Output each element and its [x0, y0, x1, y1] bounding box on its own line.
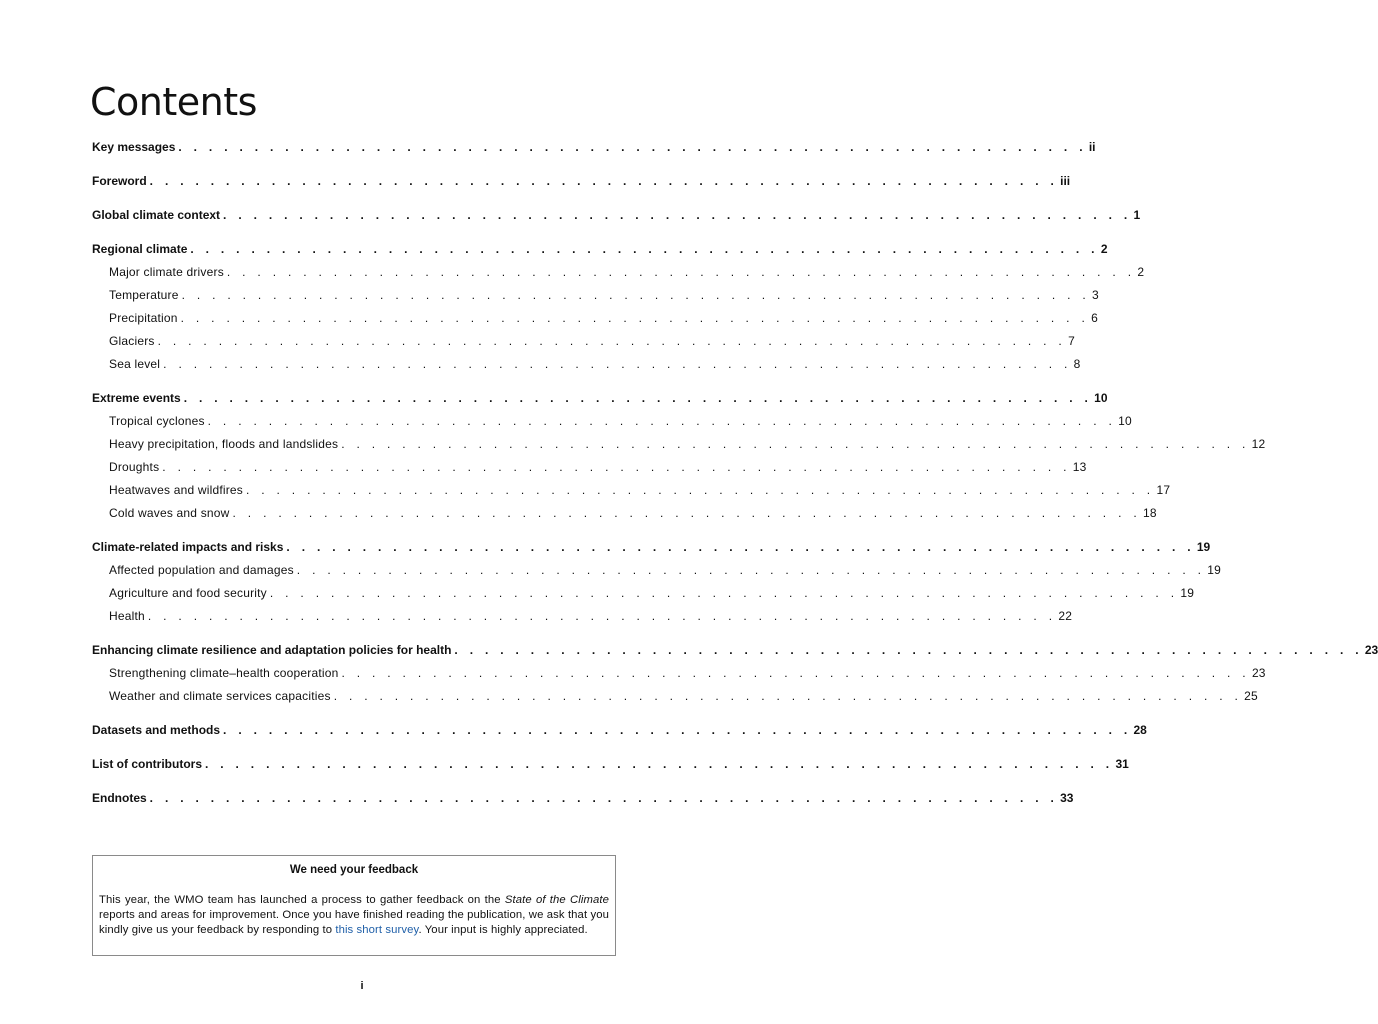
toc-entry[interactable] [109, 411, 1132, 431]
toc-entry[interactable] [92, 239, 1108, 259]
toc-entry[interactable] [109, 686, 1258, 706]
toc-entry-label: Droughts [109, 460, 160, 474]
toc-entry-label: Climate-related impacts and risks [92, 540, 284, 554]
toc-entry[interactable] [109, 663, 1266, 683]
feedback-text [99, 893, 609, 938]
toc-entry-label: Sea level [109, 357, 161, 371]
toc-entry-label: Agriculture and food security [109, 586, 267, 600]
toc-entry-page: 18 [1142, 506, 1157, 520]
toc-dot-leader: . . . . . . . . . . . . . . . . . . . . . . . . . . . . . . . . . . . . . . . . . . . . . . . . . . . . . . . . . . . . [341, 437, 1250, 451]
toc-entry[interactable] [109, 560, 1221, 580]
toc-entry-label: Foreword [92, 174, 147, 188]
toc-entry[interactable] [109, 262, 1145, 282]
toc-entry-page: 13 [1072, 460, 1087, 474]
toc-dot-leader: . . . . . . . . . . . . . . . . . . . . . . . . . . . . . . . . . . . . . . . . . . . . . . . . . . . . . . . . . . . . [223, 208, 1132, 222]
toc-entry-label: Precipitation [109, 311, 178, 325]
toc-entry-label: Tropical cyclones [109, 414, 205, 428]
toc-entry-page: 3 [1092, 288, 1099, 302]
toc-entry-page: 1 [1133, 208, 1141, 222]
toc-entry-page: 2 [1137, 265, 1145, 279]
toc-dot-leader: . . . . . . . . . . . . . . . . . . . . . . . . . . . . . . . . . . . . . . . . . . . . . . . . . . . . . . . . . . . . [190, 242, 1099, 256]
toc-entry[interactable] [92, 640, 1378, 660]
toc-entry-label: Regional climate [92, 242, 188, 256]
toc-entry-page: 23 [1251, 666, 1266, 680]
toc-dot-leader: . . . . . . . . . . . . . . . . . . . . . . . . . . . . . . . . . . . . . . . . . . . . . . . . . . . . . . . . . . . . [181, 288, 1091, 302]
toc-dot-leader: . . . . . . . . . . . . . . . . . . . . . . . . . . . . . . . . . . . . . . . . . . . . . . . . . . . . . . . . . . . . [163, 357, 1072, 371]
toc-entry-page: ii [1088, 140, 1096, 154]
toc-dot-leader: . . . . . . . . . . . . . . . . . . . . . . . . . . . . . . . . . . . . . . . . . . . . . . . . . . . . . . . . . . . . [232, 506, 1141, 520]
toc-entry-label: Key messages [92, 140, 176, 154]
feedback-box [92, 855, 616, 956]
toc-dot-leader: . . . . . . . . . . . . . . . . . . . . . . . . . . . . . . . . . . . . . . . . . . . . . . . . . . . . . . . . . . . . [149, 791, 1059, 805]
toc-dot-leader: . . . . . . . . . . . . . . . . . . . . . . . . . . . . . . . . . . . . . . . . . . . . . . . . . . . . . . . . . . . . [286, 540, 1195, 554]
toc-entry[interactable] [109, 606, 1073, 626]
toc-entry-label: Strengthening climate–health cooperation [109, 666, 339, 680]
toc-dot-leader: . . . . . . . . . . . . . . . . . . . . . . . . . . . . . . . . . . . . . . . . . . . . . . . . . . . . . . . . . . . . [178, 140, 1087, 154]
toc-entry-page: 7 [1068, 334, 1075, 348]
toc-dot-leader: . . . . . . . . . . . . . . . . . . . . . . . . . . . . . . . . . . . . . . . . . . . . . . . . . . . . . . . . . . . . [341, 666, 1250, 680]
toc-dot-leader: . . . . . . . . . . . . . . . . . . . . . . . . . . . . . . . . . . . . . . . . . . . . . . . . . . . . . . . . . . . . [223, 723, 1132, 737]
toc-entry-label: Heavy precipitation, floods and landslides [109, 437, 339, 451]
toc-dot-leader: . . . . . . . . . . . . . . . . . . . . . . . . . . . . . . . . . . . . . . . . . . . . . . . . . . . . . . . . . . . . [207, 414, 1117, 428]
toc-dot-leader: . . . . . . . . . . . . . . . . . . . . . . . . . . . . . . . . . . . . . . . . . . . . . . . . . . . . . . . . . . . . [454, 643, 1363, 657]
toc-entry-page: 28 [1133, 723, 1147, 737]
toc-entry[interactable] [92, 171, 1071, 191]
toc-entry-page: 31 [1115, 757, 1129, 771]
toc-entry-page: 19 [1207, 563, 1221, 577]
toc-dot-leader: . . . . . . . . . . . . . . . . . . . . . . . . . . . . . . . . . . . . . . . . . . . . . . . . . . . . . . . . . . . . [157, 334, 1067, 348]
page-number: i [360, 980, 364, 992]
toc-entry-page: 23 [1364, 643, 1378, 657]
toc-entry-page: 6 [1091, 311, 1098, 325]
toc-entry[interactable] [92, 388, 1108, 408]
toc-dot-leader: . . . . . . . . . . . . . . . . . . . . . . . . . . . . . . . . . . . . . . . . . . . . . . . . . . . . . . . . . . . . [162, 460, 1071, 474]
toc-entry-label: Endnotes [92, 791, 147, 805]
toc-entry-label: Temperature [109, 288, 179, 302]
feedback-text-part: This year, the WMO team has launched a process to gather feedback on the [99, 894, 505, 906]
toc-entry[interactable] [109, 331, 1075, 351]
toc-dot-leader: . . . . . . . . . . . . . . . . . . . . . . . . . . . . . . . . . . . . . . . . . . . . . . . . . . . . . . . . . . . . [246, 483, 1155, 497]
toc-entry-page: 22 [1058, 609, 1073, 623]
survey-link[interactable]: this short survey [335, 924, 419, 936]
toc-entry-page: 33 [1060, 791, 1074, 805]
toc-entry-page: 2 [1100, 242, 1108, 256]
toc-entry-label: Heatwaves and wildfires [109, 483, 243, 497]
toc-entry-page: 10 [1094, 391, 1108, 405]
toc-entry-label: Weather and climate services capacities [109, 689, 331, 703]
toc-entry-label: Major climate drivers [109, 265, 224, 279]
toc-dot-leader: . . . . . . . . . . . . . . . . . . . . . . . . . . . . . . . . . . . . . . . . . . . . . . . . . . . . . . . . . . . . [147, 609, 1057, 623]
toc-entry-label: Global climate context [92, 208, 221, 222]
toc-entry[interactable] [92, 137, 1096, 157]
toc-entry[interactable] [109, 503, 1157, 523]
toc-entry[interactable] [92, 754, 1129, 774]
toc-dot-leader: . . . . . . . . . . . . . . . . . . . . . . . . . . . . . . . . . . . . . . . . . . . . . . . . . . . . . . . . . . . . [296, 563, 1206, 577]
toc-entry-label: Affected population and damages [109, 563, 294, 577]
toc-entry[interactable] [109, 480, 1171, 500]
toc-entry-page: 25 [1244, 689, 1258, 703]
feedback-text-part: . Your input is highly appreciated. [418, 924, 588, 936]
toc-entry-label: Extreme events [92, 391, 181, 405]
toc-dot-leader: . . . . . . . . . . . . . . . . . . . . . . . . . . . . . . . . . . . . . . . . . . . . . . . . . . . . . . . . . . . . [180, 311, 1090, 325]
toc-entry-label: Glaciers [109, 334, 155, 348]
toc-entry-page: 19 [1180, 586, 1195, 600]
toc-dot-leader: . . . . . . . . . . . . . . . . . . . . . . . . . . . . . . . . . . . . . . . . . . . . . . . . . . . . . . . . . . . . [149, 174, 1059, 188]
toc-entry[interactable] [109, 308, 1098, 328]
toc-entry[interactable] [109, 583, 1195, 603]
toc-dot-leader: . . . . . . . . . . . . . . . . . . . . . . . . . . . . . . . . . . . . . . . . . . . . . . . . . . . . . . . . . . . . [333, 689, 1243, 703]
toc-entry-page: 8 [1073, 357, 1081, 371]
toc-entry-page: 17 [1156, 483, 1171, 497]
feedback-report-title: State of the Climate [504, 894, 609, 906]
toc-entry-page: 10 [1118, 414, 1132, 428]
toc-entry-label: Cold waves and snow [109, 506, 230, 520]
page-title: Contents [90, 80, 257, 124]
toc-entry-page: iii [1060, 174, 1071, 188]
toc-entry-label: Datasets and methods [92, 723, 221, 737]
toc-entry[interactable] [92, 205, 1141, 225]
toc-entry-label: Enhancing climate resilience and adaptation policies for health [92, 643, 452, 657]
toc-entry-label: Health [109, 609, 145, 623]
toc-entry[interactable] [109, 434, 1266, 454]
feedback-text-part: reports and areas for improvement. Once you have finished reading the publication, we ask that you kindly give us your feedback by responding to [99, 909, 609, 936]
toc-entry[interactable] [109, 285, 1099, 305]
toc-dot-leader: . . . . . . . . . . . . . . . . . . . . . . . . . . . . . . . . . . . . . . . . . . . . . . . . . . . . . . . . . . . . [183, 391, 1093, 405]
toc-dot-leader: . . . . . . . . . . . . . . . . . . . . . . . . . . . . . . . . . . . . . . . . . . . . . . . . . . . . . . . . . . . . [269, 586, 1179, 600]
toc-dot-leader: . . . . . . . . . . . . . . . . . . . . . . . . . . . . . . . . . . . . . . . . . . . . . . . . . . . . . . . . . . . . [226, 265, 1136, 279]
toc-dot-leader: . . . . . . . . . . . . . . . . . . . . . . . . . . . . . . . . . . . . . . . . . . . . . . . . . . . . . . . . . . . . [205, 757, 1114, 771]
toc-entry[interactable] [109, 354, 1081, 374]
toc-entry[interactable] [109, 457, 1087, 477]
toc-entry-label: List of contributors [92, 757, 202, 771]
feedback-title: We need your feedback [289, 864, 419, 876]
toc-entry-page: 12 [1251, 437, 1266, 451]
toc-entry-page: 19 [1196, 540, 1211, 554]
toc-entry[interactable] [92, 788, 1074, 808]
toc-entry[interactable] [92, 720, 1147, 740]
toc-entry[interactable] [92, 537, 1211, 557]
